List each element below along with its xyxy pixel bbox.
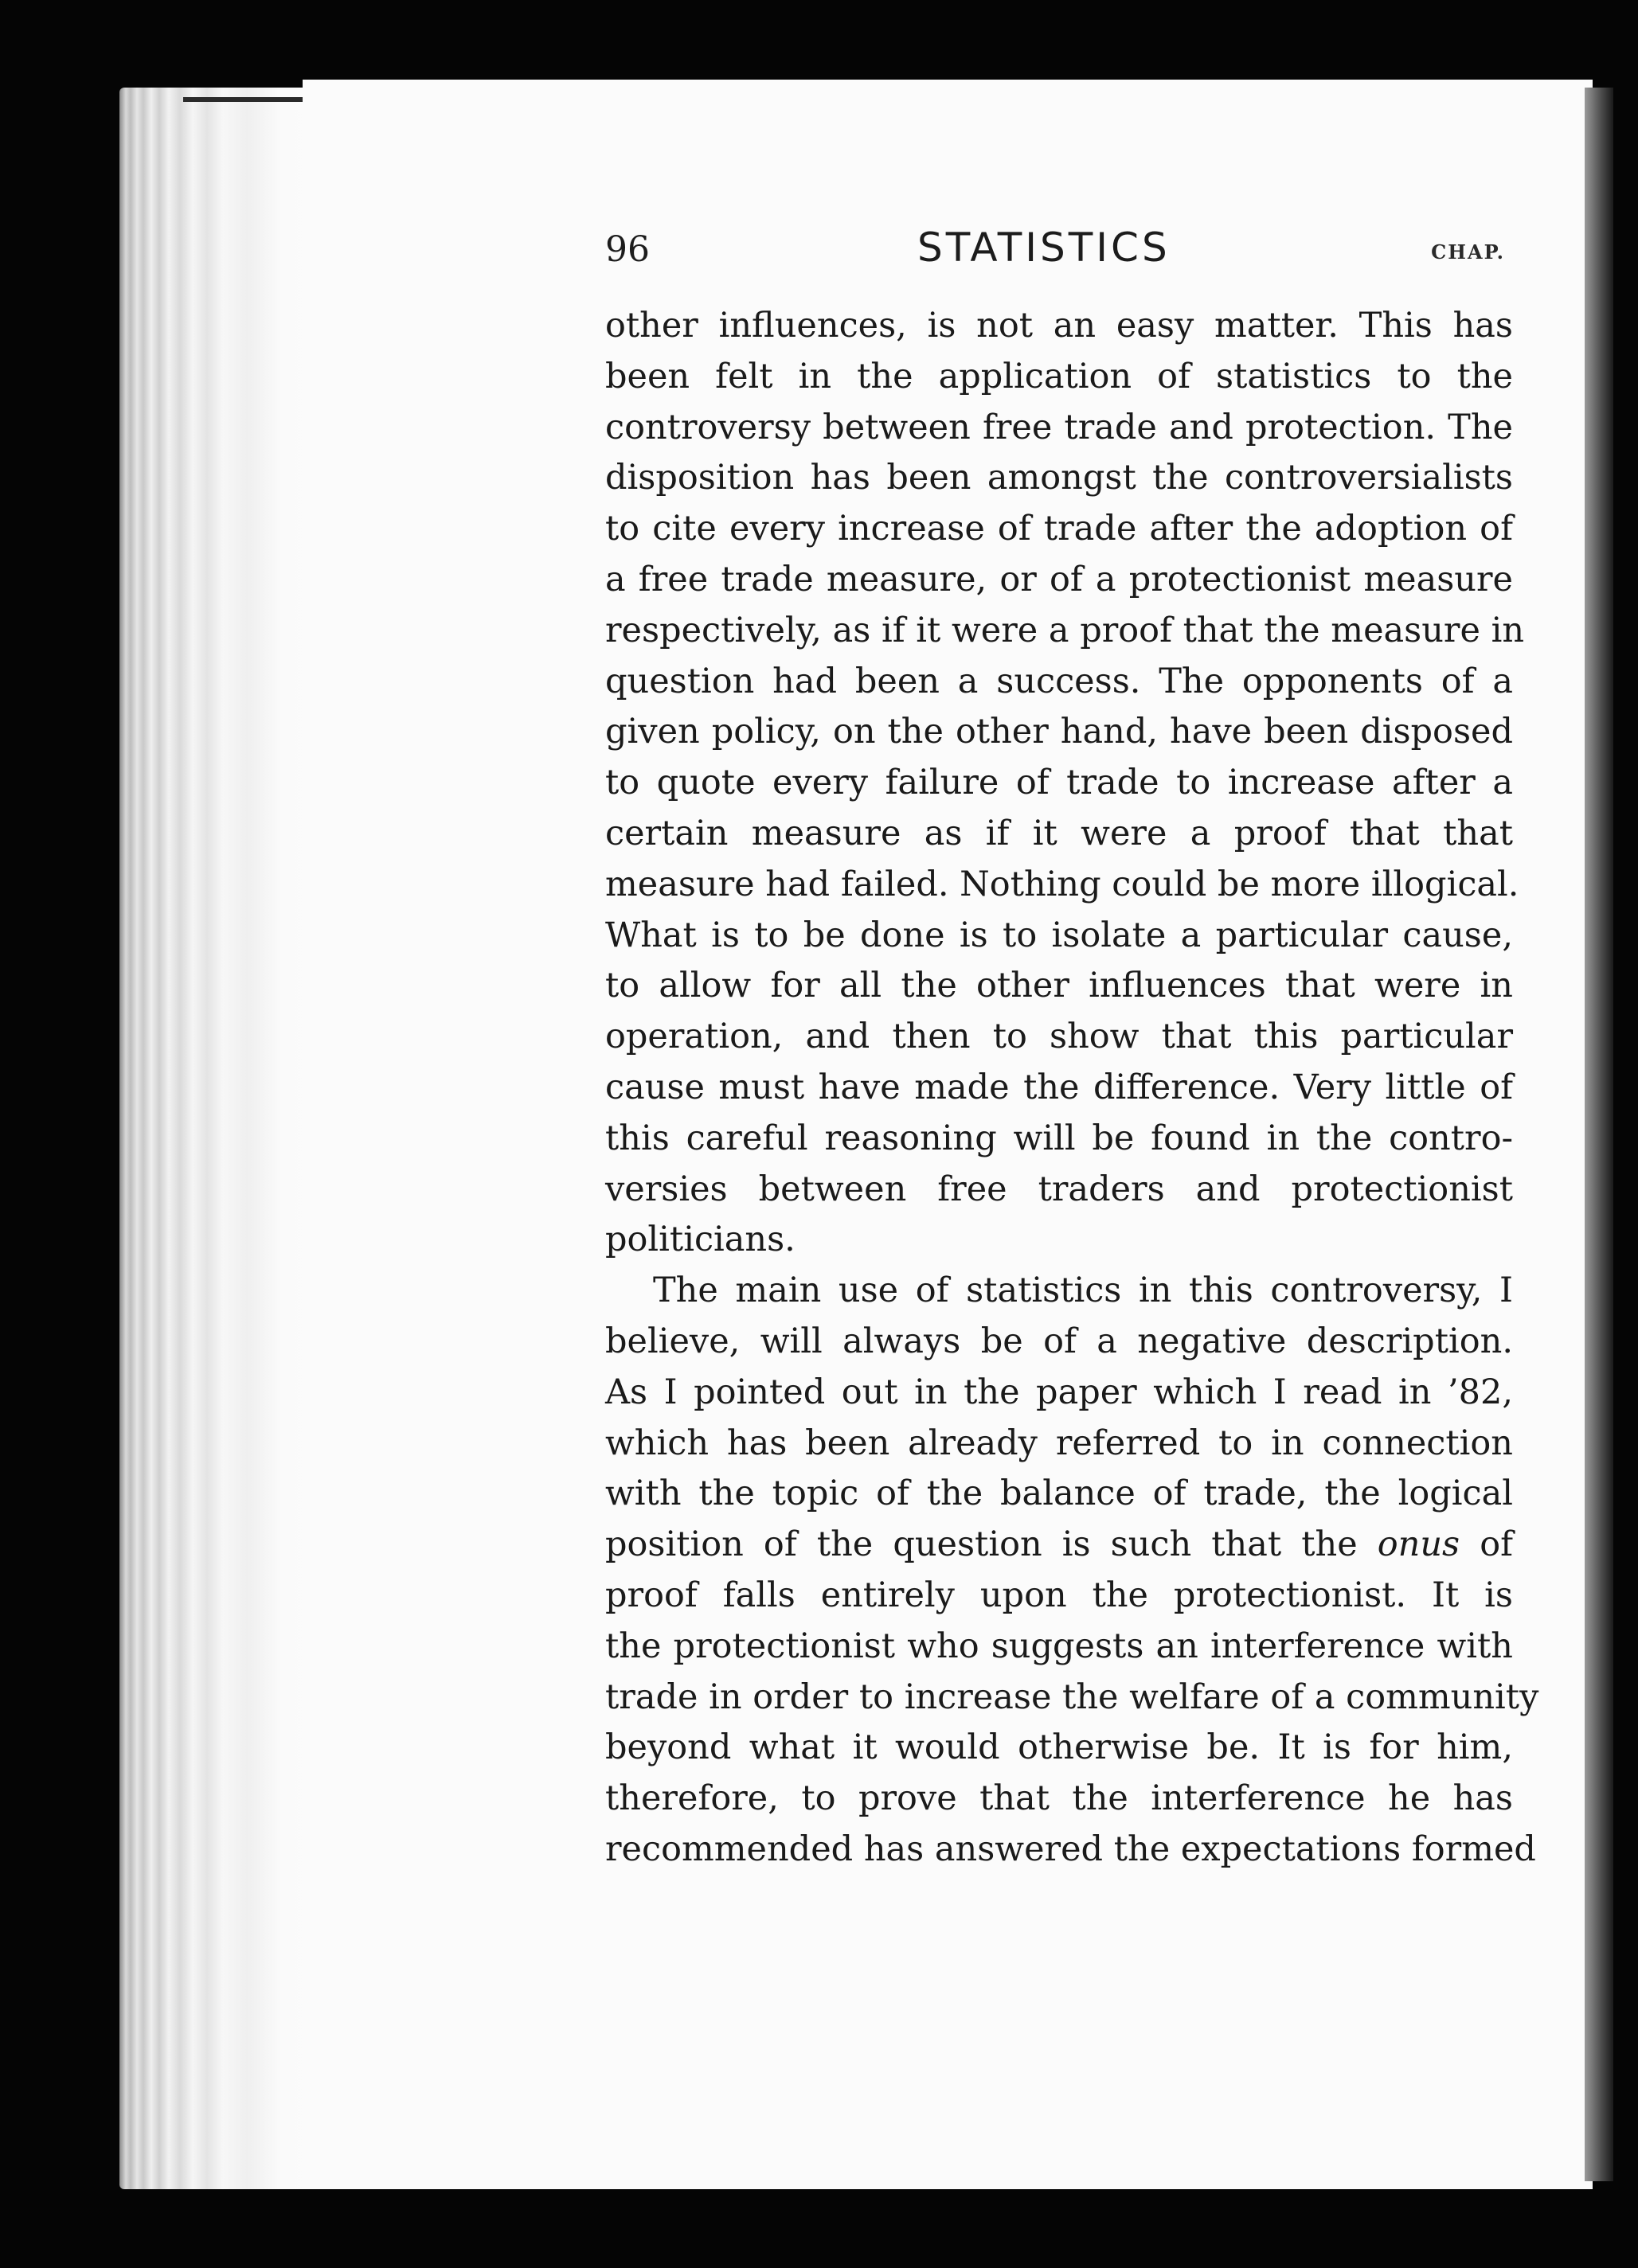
paragraph-2	[605, 1266, 1539, 1876]
text-line: politicians.	[605, 1220, 796, 1260]
text-line: versies between free traders and protectionist	[605, 1169, 1513, 1209]
text-line: therefore, to prove that the interference he has	[605, 1778, 1513, 1819]
text-line: to cite every increase of trade after the adoption of	[605, 509, 1513, 549]
page-number: 96	[605, 229, 650, 270]
text-line: with the topic of the balance of trade, the logical	[605, 1474, 1513, 1514]
text-line: believe, will always be of a negative description.	[605, 1321, 1513, 1361]
page-edges	[119, 88, 311, 2189]
page-header	[605, 224, 1505, 280]
text-line: to allow for all the other influences that were in	[605, 966, 1513, 1006]
text-line: cause must have made the difference. Very little of	[605, 1067, 1513, 1107]
text-line: operation, and then to show that this particular	[605, 1017, 1513, 1057]
text-line: beyond what it would otherwise be. It is for him,	[605, 1727, 1513, 1768]
text-line: proof falls entirely upon the protectionist. It is	[605, 1575, 1513, 1615]
text-line: which has been already referred to in connection	[605, 1423, 1513, 1463]
text-line: respectively, as if it were a proof that the measure in	[605, 610, 1525, 650]
text-line: position of the question is such that the onus of	[605, 1524, 1513, 1565]
text-line: recommended has answered the expectations formed	[605, 1829, 1536, 1869]
text-line: this careful reasoning will be found in the contro-	[605, 1118, 1513, 1158]
text-line: disposition has been amongst the controversialists	[605, 458, 1513, 498]
running-title: STATISTICS	[917, 224, 1171, 271]
text-line: trade in order to increase the welfare of a community	[605, 1677, 1539, 1717]
chapter-label: CHAP.	[1431, 240, 1505, 263]
binding-shadow	[1585, 88, 1613, 2181]
text-line: given policy, on the other hand, have been disposed	[605, 712, 1513, 752]
text-line: a free trade measure, or of a protectionist measure	[605, 559, 1513, 599]
text-line: controversy between free trade and protection. The	[605, 407, 1513, 447]
paragraph-1	[605, 301, 1525, 1266]
text-line: to quote every failure of trade to increase after a	[605, 763, 1513, 803]
emphasis-onus: onus	[1377, 1524, 1460, 1565]
text-line: The main use of statistics in this controversy, I	[653, 1271, 1513, 1311]
text-line: measure had failed. Nothing could be more illogical.	[605, 864, 1519, 904]
text-line: certain measure as if it were a proof that that	[605, 813, 1513, 853]
text-line: the protectionist who suggests an interference with	[605, 1626, 1513, 1666]
page-edge-mark	[183, 97, 303, 102]
text-line: been felt in the application of statistics to the	[605, 356, 1513, 396]
text-line: question had been a success. The opponents of a	[605, 661, 1513, 701]
body-text	[605, 301, 1539, 1876]
text-line: As I pointed out in the paper which I read in ’82,	[605, 1372, 1513, 1412]
text-line: other influences, is not an easy matter. This has	[605, 306, 1513, 345]
text-line: What is to be done is to isolate a particular cause,	[605, 915, 1513, 955]
